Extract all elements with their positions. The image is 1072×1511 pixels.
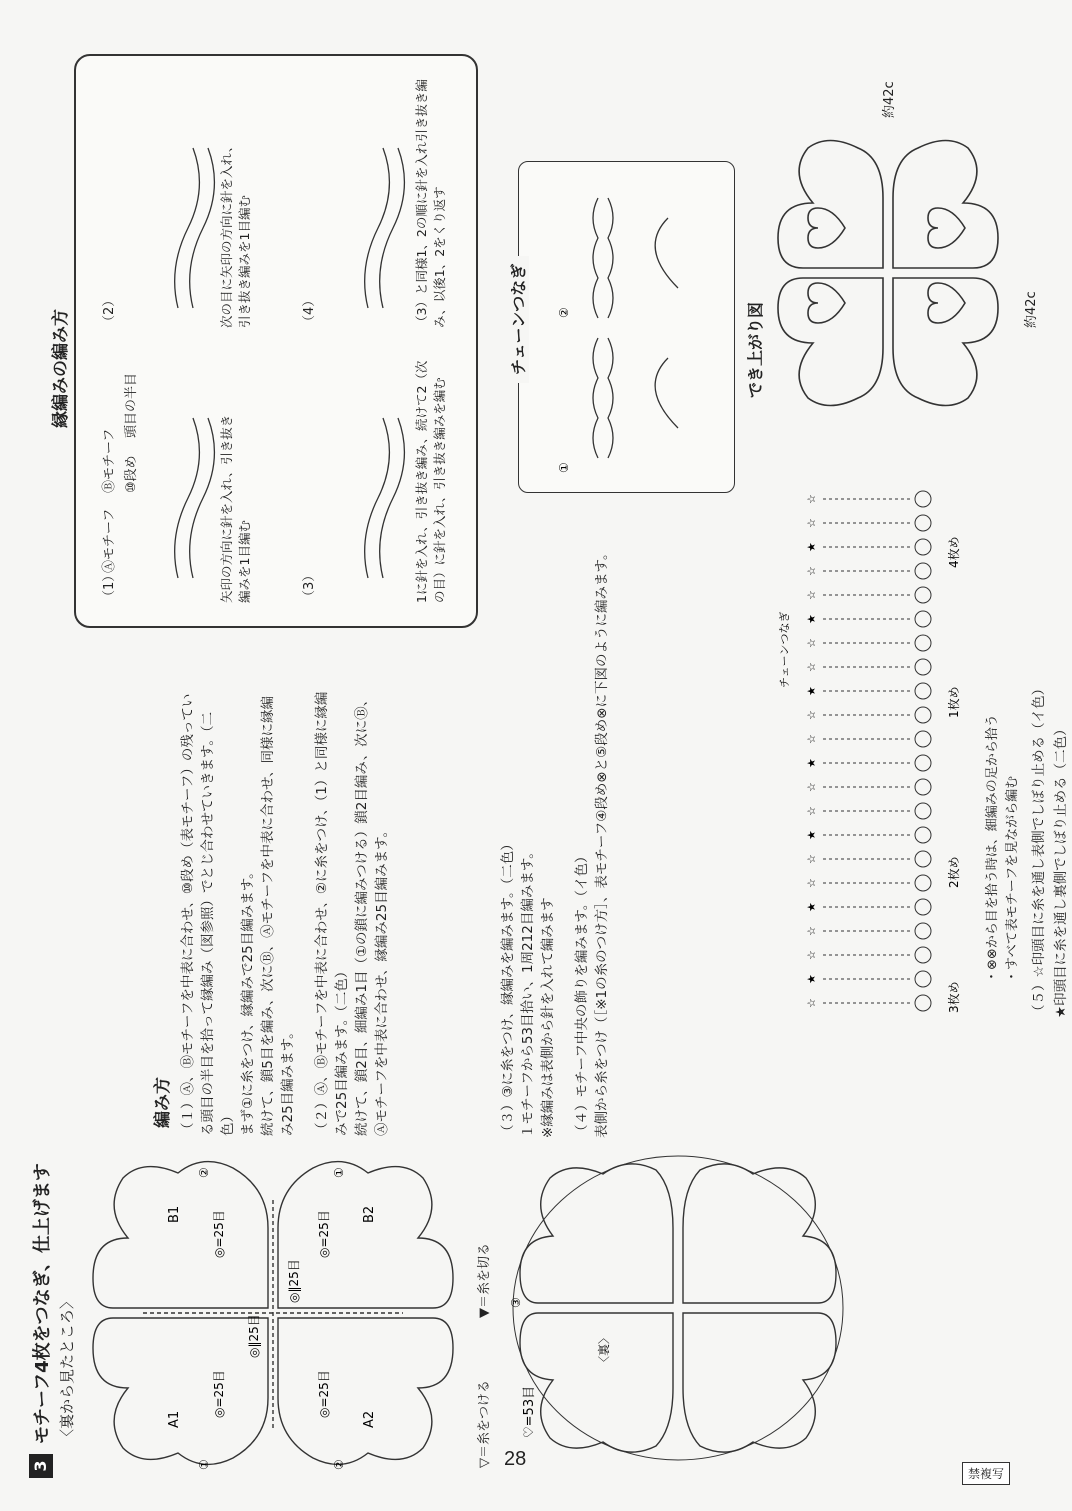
section-number: 3 [29,1454,53,1478]
marker-4: ② [332,1459,346,1470]
howto-heading: 編み方 [153,1077,173,1128]
chart-star-mark: ☆ [805,950,818,960]
label-b1: B1 [167,1205,182,1223]
howto-steps [178,686,406,1136]
count-a1: ◎=25目 [212,1370,226,1418]
finished-clover [763,128,1013,418]
chart-x-stitch [915,539,931,555]
cell1-label: （1） [102,568,117,603]
cell4-label: （4） [302,293,317,328]
cell4-text: （3）と同様1、2の順に針を入れ引き抜き編み、以後1、2をくり返す [414,79,447,328]
chart-star-mark: ☆ [805,566,818,576]
chart-star-mark: ☆ [805,878,818,888]
chart-star-mark: ☆ [805,782,818,792]
chart-x-stitch [915,947,931,963]
finish-width: 約42c [1024,291,1039,328]
motif-b2 [278,1162,453,1308]
cell1-sub4: 頭目の半目 [124,372,139,438]
marker-2: ② [197,1167,211,1178]
label-a2: A2 [362,1410,377,1428]
chart-star-mark: ☆ [805,806,818,816]
chain-mark-2: ② [557,307,571,318]
chart-x-stitch [915,731,931,747]
section-title [28,1163,54,1478]
count-b1: ◎=25目 [212,1210,226,1258]
chart-x-stitch [915,995,931,1011]
cell2-label: （2） [102,293,117,328]
label-b2: B2 [362,1205,377,1223]
chart-star-mark: ☆ [805,734,818,744]
cell1-sub1: Ⓐモチーフ [102,508,117,573]
chart-star-mark: ☆ [805,518,818,528]
legend-attach: ▽＝糸をつける [477,1380,492,1468]
chain-join-illustration [548,178,718,478]
chart-x-stitch [915,491,931,507]
motif-b1 [93,1162,268,1308]
count-mid1: ◎‖25目 [247,1314,261,1358]
chart-star-mark: ☆ [805,662,818,672]
chart-star-mark: ★ [805,542,818,552]
edge-count: ♡=53目 [522,1385,537,1438]
chart-star-mark: ☆ [805,710,818,720]
chart-row2: 2枚め [947,856,961,888]
edge-stitch-illustrations [138,78,418,598]
chart-x-stitch [915,611,931,627]
chart-x-stitch [915,779,931,795]
back-label: 〈裏〉 [597,1331,611,1368]
stitch-chart [763,478,963,1018]
chain-mark-1: ① [557,462,571,473]
chart-x-stitch [915,755,931,771]
chart-x-stitch [915,803,931,819]
step-5 [1028,498,1072,1018]
step-4: （４）モチーフ中央の飾りを編みます。（イ色） 表側から糸をつけ（［※1の糸のつけ方］、表モチーフ④段め⊗と⑤段め⊗に下図のように編みます。 [574,546,610,1138]
chart-x-stitch [915,875,931,891]
chart-star-mark: ★ [805,614,818,624]
page-number: 28 [504,1448,527,1470]
rotated-page [28,38,1069,1478]
section-subtitle: 〈裏から見たところ〉 [58,1293,76,1444]
chart-star-mark: ☆ [805,854,818,864]
chart-row4: 4枚め [947,536,961,568]
cell3-text: 1に針を入れ、引き抜き編み、続けて2（次の目）に針を入れ、引き抜き編みを編む [414,360,447,603]
chart-row1: 1枚め [947,686,961,718]
count-mid2: ◎‖25目 [287,1259,301,1303]
cell1-sub3: ⑩段め [124,455,139,493]
finish-height: 約42c [882,81,897,118]
edging-diagram [508,1148,848,1468]
chart-x-stitch [915,971,931,987]
legend-cut: ▼＝糸を切る [477,1243,492,1318]
cell1-text: 矢印の方向に針を入れ、引き抜き編みを1目編む [219,414,252,603]
chart-star-mark: ☆ [805,494,818,504]
copyright-stamp: 禁複写 [962,1462,1010,1485]
motif-a1 [93,1318,268,1464]
joining-diagram [83,1148,463,1478]
label-a1: A1 [167,1410,182,1428]
chain-join-title: チェーンつなぎ [506,256,529,383]
step-3: （３）③に糸をつけ、縁編みを編みます。（二色） １モチーフから53目拾い、1周212目編みます。 ※縁編みは表側から針を入れて編みます [500,837,556,1138]
cell1-sub2: Ⓑモチーフ [102,428,117,493]
chart-x-stitch [915,659,931,675]
chart-chain-join: チェーンつなぎ [778,611,791,688]
section-heading: モチーフ4枚をつなぎ、仕上げます [32,1163,53,1444]
chart-x-stitch [915,587,931,603]
howto-steps-2 [498,488,626,1138]
cell3-label: （3） [302,568,317,603]
marker-3: ① [332,1167,346,1178]
chart-x-stitch [915,851,931,867]
finish-title: でき上がり図 [746,301,765,398]
chart-star-mark: ☆ [805,638,818,648]
chart-star-mark: ★ [805,902,818,912]
chart-star-mark: ☆ [805,926,818,936]
step-2: （２）Ⓐ、Ⓑモチーフを中表に合わせ、②に糸をつけ、（1）と同様に縁編みで25目編みます。（二色） 続けて、鎖2目、細編み1目（①の鎖に編みつける）鎖2目編み、次にⒷ、Ⓐモチーフを中表に合わせ、縁編み25目編みます。 [314,691,390,1136]
chart-notes: ・⊗⊗から目を拾う時は、細編みの足から拾う ・すべて表モチーフを見ながら編む [985,714,1020,983]
chart-x-stitch [915,707,931,723]
chart-x-stitch [915,683,931,699]
edge-marker: ③ [509,1297,523,1308]
step-1: （１）Ⓐ、Ⓑモチーフを中表に合わせ、⑩段め（表モチーフ）の残っている頭目の半目を拾って縁編み（図参照）でとじ合わせていきます。（二色） まず①に糸をつけ、縁編みで25目編みます。 続けて、鎖5目を編み、次にⒷ、Ⓐモチーフを中表に合わせ、同様に縁編み25目編みます。 [180,693,296,1136]
chart-star-mark: ★ [805,686,818,696]
chart-row3: 3枚め [947,981,961,1013]
chart-star-mark: ☆ [805,998,818,1008]
count-b2: ◎=25目 [317,1210,331,1258]
motif-a2 [278,1318,453,1464]
chart-x-stitch [915,827,931,843]
edge-box-title: 縁編みの編み方 [46,299,71,438]
chart-x-stitch [915,923,931,939]
step-5b: ★印頭目に糸を通し裏側でしぼり止める（二色） [1053,722,1069,1018]
chart-x-stitch [915,563,931,579]
chart-star-mark: ☆ [805,590,818,600]
step-5a: （５）☆印頭目に糸を通し表側でしぼり止める（イ色） [1031,681,1047,1018]
chart-x-stitch [915,515,931,531]
chart-star-mark: ★ [805,830,818,840]
chart-x-stitch [915,899,931,915]
chart-x-stitch [915,635,931,651]
chart-star-mark: ★ [805,974,818,984]
marker-1: ① [197,1459,211,1470]
cell2-text: 次の目に矢印の方向に針を入れ、引き抜き編みを1目編む [219,139,252,328]
chart-star-mark: ★ [805,758,818,768]
count-a2: ◎=25目 [317,1370,331,1418]
